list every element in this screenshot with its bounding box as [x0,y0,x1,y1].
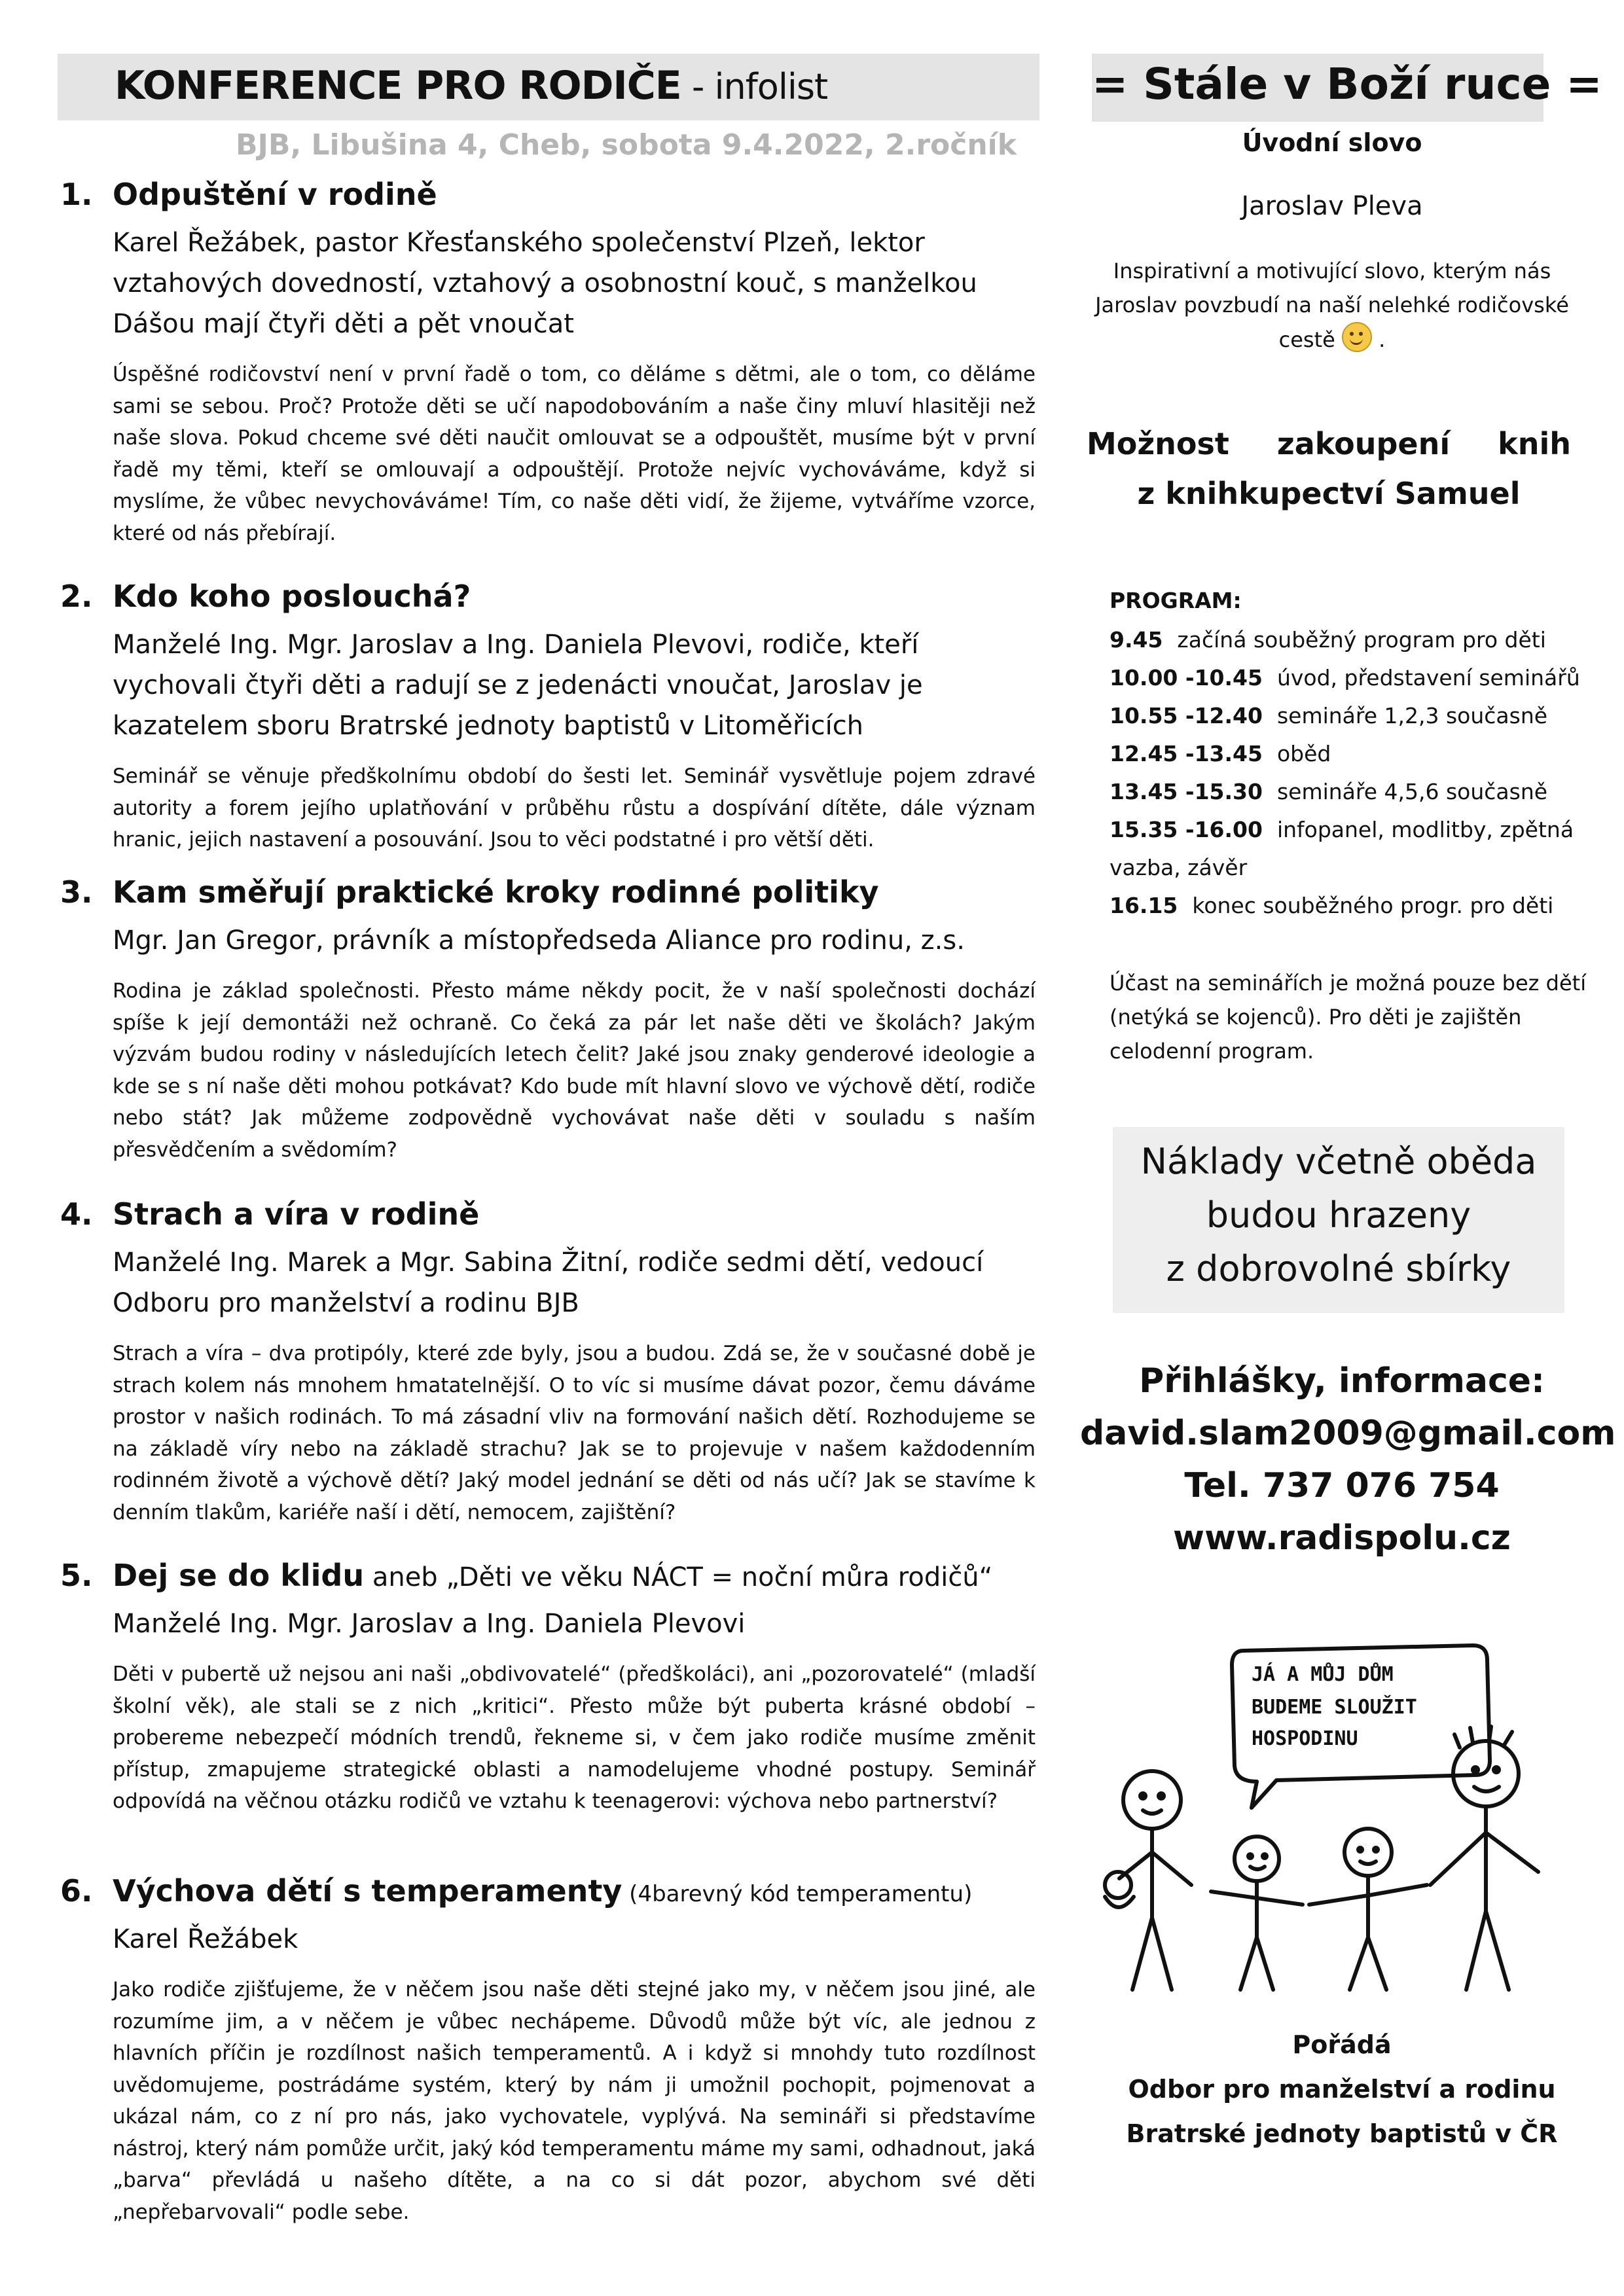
intro-description: Inspirativní a motivující slovo, kterým nás Jaroslav povzbudí na naší nelehké rodičovské cestě . [1095,259,1569,352]
section-title: Dej se do klidu aneb „Děti ve věku NÁCT = noční můra rodičů“ [113,1558,993,1593]
section-title: Strach a víra v rodině [113,1196,480,1232]
program-row: 16.15 konec souběžného progr. pro děti [1110,893,1554,918]
organizer-block: Pořádá Odbor pro manželství a rodinu Bratrské jednoty baptistů v ČR [1126,2030,1558,2148]
section-speaker: Karel Řežábek, pastor Křesťanského společenství Plzeň, lektor vztahových dovedností, vztahový a osobnostní kouč, s manželkou Dášou mají čtyři děti a pět vnoučat [113,228,977,339]
page-subtitle: BJB, Libušina 4, Cheb, sobota 9.4.2022, 2.ročník [236,128,1017,162]
section-description: Děti v pubertě už nejsou ani naši „obdivovatelé“ (předškoláci), ani „pozorovatelé“ (mladší školní věk), ale stali se z nich „kritici“. Přesto může být puberta krásné období – probereme nebezpečí módních trendů, řekneme si, v čem jako rodiče musíme změnit přístup, zmapujeme strategické oblasti a namodelujeme vhodné postupy. Seminář odpovídá na věčnou otázku rodičů ve vztahu k teenagerovi: výchova nebo partnerství? [113,1662,1036,1813]
contact-phone: Tel. 737 076 754 [1184,1466,1500,1505]
section-description: Úspěšné rodičovství není v první řadě o tom, co děláme s dětmi, ale o tom, co děláme sami se sebou. Proč? Protože děti se učí napodobováním a naše činy mluví hlasitěji než naše slova. Pokud chceme své děti naučit omlouvat se a odpouštět, musíme být v první řadě my těmi, kteří se omlouvají a odpouštějí. Protože nejvíc vychováváme, když si myslíme, že vůbec nevychováváme! Tím, co naše děti vidí, že žijeme, vytváříme vzorce, které od nás přebírají. [113,363,1036,545]
section-4 [60,1196,1036,1528]
section-description: Strach a víra – dva protipóly, které zde byly, jsou a budou. Zdá se, že v současné době je strach kolem nás mnohem hmatatelnější. O to víc si musíme dávat pozor, čemu dáváme prostor v našich rodinách. To má zásadní vliv na formování našich dětí. Rozhodujeme se na základě víry nebo na základě strachu? Jak se to projevuje v našem každodenním rodinném životě a výchově dětí? Jaký model jednání se děti od nás učí? Jak se stavíme k denním tlakům, kariéře naší i dětí, nemocem, zajištění? [113,1342,1036,1524]
contact-heading: Přihlášky, informace: [1139,1361,1545,1401]
books-line: z knihkupectví Samuel [1137,476,1521,511]
program-row: 9.45 začíná souběžný program pro děti [1110,627,1546,653]
section-number: 4. [60,1196,93,1232]
section-description: Rodina je základ společnosti. Přesto máme někdy pocit, že v naší společnosti dochází spíše k její demontáži než ochraně. Co čeká za pár let naše děti ve školách? Jakým výzvám budou rodiny v následujících letech čelit? Jaké jsou znaky genderové ideologie a kde se s ní naše děti mohou potkávat? Kdo bude mít hlavní slovo ve výchově dětí, rodiče nebo stát? Jak můžeme zodpovědně vychovávat naše děti v souladu s naším přesvědčením a svědomím? [113,979,1036,1162]
contact-block [1080,1355,1616,1564]
section-number: 2. [60,579,93,614]
section-5 [60,1558,1036,1818]
intro-speaker: Jaroslav Pleva [1241,191,1423,221]
child-two-head [1344,1829,1392,1876]
parent-left-head [1123,1771,1181,1829]
motto-title: = Stále v Boží ruce = [1092,59,1602,109]
section-number: 5. [60,1558,93,1593]
program-row: 12.45 -13.45 oběd [1110,741,1331,766]
section-title: Kam směřují praktické kroky rodinné politiky [113,874,879,910]
section-speaker: Karel Řežábek [113,1924,298,1954]
bubble-line: JÁ A MŮJ DŮM [1252,1663,1394,1686]
section-speaker: Manželé Ing. Marek a Mgr. Sabina Žitní, rodiče sedmi dětí, vedoucí Odboru pro manželství a rodinu BJB [113,1247,984,1318]
costs-text: Náklady včetně oběda budou hrazeny z dobrovolné sbírky [1140,1141,1537,1289]
section-3 [60,874,1036,1166]
section-speaker: Manželé Ing. Mgr. Jaroslav a Ing. Daniela Plevovi [113,1609,746,1639]
section-number: 3. [60,874,93,910]
section-1 [60,177,1036,549]
books-notice [1087,419,1571,518]
contact-email[interactable]: david.slam2009@gmail.com [1080,1414,1616,1453]
section-number: 6. [60,1873,93,1909]
bubble-line: BUDEME SLOUŽIT [1252,1696,1417,1719]
books-word: Možnost [1087,426,1229,461]
program-row: 15.35 -16.00 infopanel, modlitby, zpětná [1110,817,1574,842]
section-number: 1. [60,177,93,212]
section-title: Odpuštění v rodině [113,177,437,212]
child-one-head [1235,1837,1279,1881]
intro-heading: Úvodní slovo [1242,128,1422,157]
books-word: knih [1498,426,1571,461]
bubble-line: HOSPODINU [1252,1727,1358,1750]
section-description: Jako rodiče zjišťujeme, že v něčem jsou naše děti stejné jako my, v něčem jsou jiné, ale rozumíme jim, a v něčem je vůbec nechápeme. Důvodů může být víc, ale jednou z hlavních příčin je rozdílnost našich temperamentů. A i když si mnohdy tuto rozdílnost uvědomujeme, postrádáme systém, který by nám ji umožnil pochopit, pojmenovat a ukázal nám, co z ní pro nás, jako vychovatele, vyplývá. Na semináři si představíme nástroj, který nám pomůže určit, jaký kód temperamentu máme my sami, odhadnout, jaká „barva“ převládá u našeho dítěte, a na co si dát pozor, abychom své děti „nepřebarvovali“ podle sebe. [113,1978,1036,2224]
smiley-icon [1342,322,1372,352]
section-title: Kdo koho poslouchá? [113,579,471,614]
section-speaker: Manželé Ing. Mgr. Jaroslav a Ing. Daniela Plevovi, rodiče, kteří vychovali čtyři děti a radují se z jedenácti vnoučat, Jaroslav je kazatelem sboru Bratrské jednoty baptistů v Litoměřicích [113,630,923,741]
section-speaker: Mgr. Jan Gregor, právník a místopředseda Aliance pro rodinu, z.s. [113,925,965,956]
section-2 [60,579,1036,856]
program-row: vazba, závěr [1110,855,1248,880]
program-heading: PROGRAM: [1110,588,1242,613]
baby-head [1105,1872,1131,1898]
page-title: KONFERENCE PRO RODIČE - infolist [115,63,828,109]
section-title: Výchova dětí s temperamenty (4barevný kód temperamentu) [113,1873,973,1909]
program-row: 13.45 -15.30 semináře 4,5,6 současně [1110,779,1548,804]
section-description: Seminář se věnuje předškolnímu období do šesti let. Seminář vysvětluje pojem zdravé autority a forem jejího uplatňování v průběhu růstu a dospívání dítěte, dále význam hranic, jejich nastavení a posouvání. Jsou to věci podstatné i pro větší děti. [113,764,1036,852]
program-row: 10.00 -10.45 úvod, představení seminářů [1110,665,1580,691]
program-row: 10.55 -12.40 semináře 1,2,3 současně [1110,703,1548,728]
family-drawing [1080,1636,1584,2003]
program-schedule [1110,588,1607,925]
books-word: zakoupení [1276,426,1451,461]
section-6 [60,1873,1036,2228]
contact-website[interactable]: www.radispolu.cz [1173,1518,1511,1558]
participation-note: Účast na seminářích je možná pouze bez dětí (netýká se kojenců). Pro děti je zajištěn celodenní program. [1110,971,1587,1064]
